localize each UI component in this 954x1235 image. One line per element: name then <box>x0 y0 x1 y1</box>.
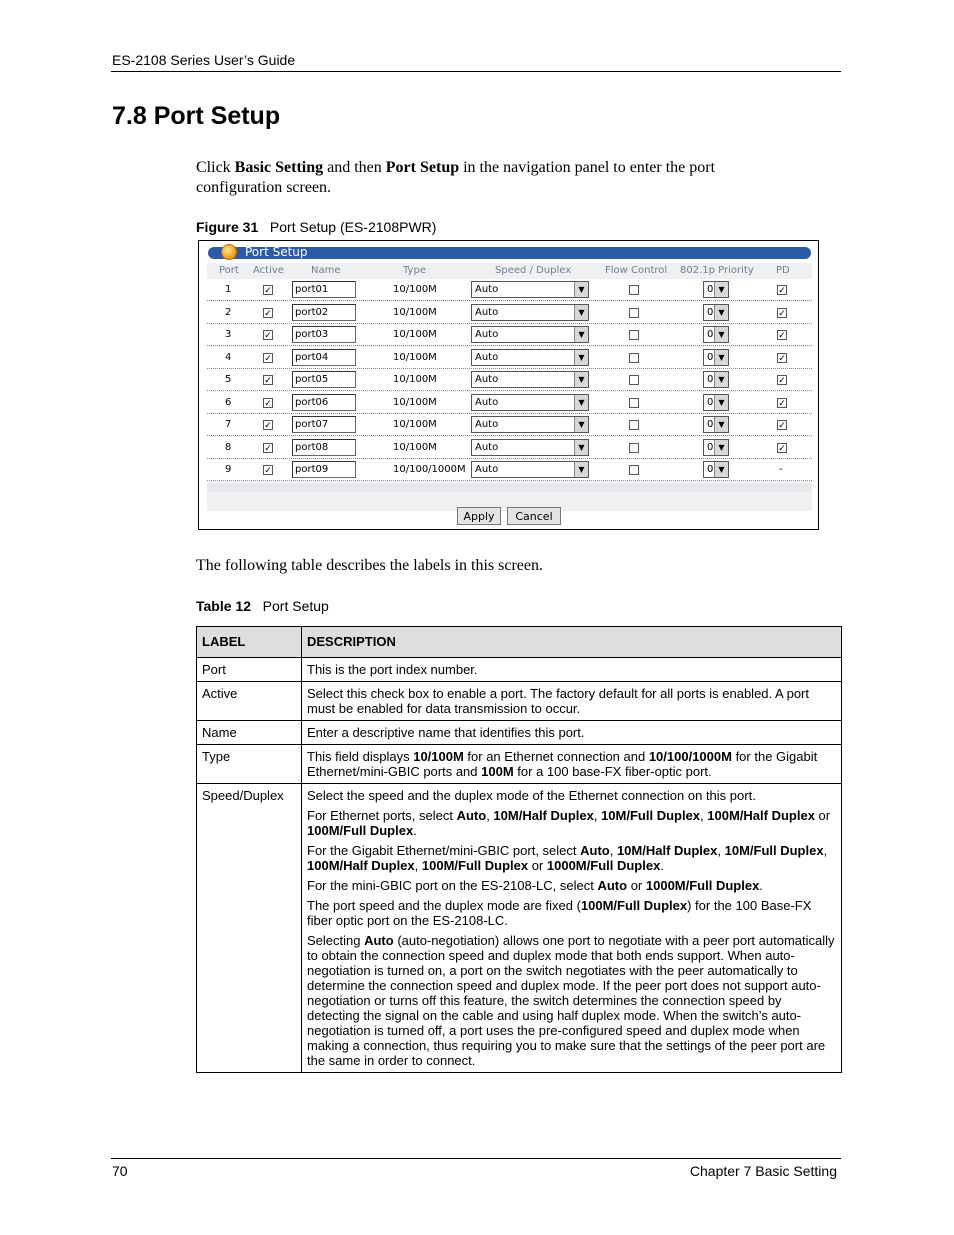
row-label: Active <box>197 682 302 721</box>
flow-control-checkbox[interactable] <box>629 375 639 385</box>
port-type: 10/100M <box>393 284 437 295</box>
flow-control-checkbox[interactable] <box>629 465 639 475</box>
dropdown-arrow-icon[interactable]: ▼ <box>714 395 728 410</box>
priority-value: 0 <box>707 351 714 363</box>
description-paragraph: The port speed and the duplex mode are fixed (100M/Full Duplex) for the 100 Base-FX fiber optic port on the ES-2108-LC. <box>307 898 812 928</box>
port-type: 10/100M <box>393 419 437 430</box>
table-row <box>197 721 842 745</box>
screen-title: Port Setup <box>245 245 308 259</box>
priority-select[interactable] <box>703 349 729 366</box>
row-label: Speed/Duplex <box>197 784 302 1073</box>
page-number: 70 <box>112 1163 128 1179</box>
flow-control-checkbox[interactable] <box>629 443 639 453</box>
table-intro-text: The following table describes the labels in this screen. <box>196 557 544 574</box>
priority-select[interactable] <box>703 371 729 388</box>
flow-control-checkbox[interactable] <box>629 330 639 340</box>
pd-checkbox[interactable]: ✓ <box>778 442 786 453</box>
description-paragraph: Selecting Auto (auto-negotiation) allows one port to negotiate with a peer port automatically to obtain the connection speed and duplex mode that both ends support. When auto-negotiation is turned on, a port on the switch negotiates with the peer automatically to determine the connection speed and duplex mode. If the peer port does not support auto-negotiation or turns off this feature, the switch determines the connection speed by detecting the signal on the cable and using half duplex mode. When the switch’s auto-negotiation is turned off, a port uses the pre-configured speed and duplex mode when making a connection, thus requiring you to make sure that the settings of the peer port are the same in order to connect. <box>307 933 835 1068</box>
intro-paragraph: Click Basic Setting and then Port Setup in the navigation panel to enter the port configuration screen. <box>196 159 716 196</box>
pd-checkbox[interactable]: ✓ <box>778 375 786 385</box>
row-label: Port <box>197 658 302 682</box>
dropdown-arrow-icon[interactable]: ▼ <box>574 305 588 320</box>
row-description <box>302 784 842 1073</box>
chapter-title: Chapter 7 Basic Setting <box>689 1163 837 1179</box>
flow-control-checkbox[interactable] <box>629 353 639 363</box>
speed-duplex-select[interactable] <box>471 439 589 456</box>
speed-duplex-select[interactable] <box>471 281 589 298</box>
port-type: 10/100M <box>393 351 437 363</box>
dropdown-arrow-icon[interactable]: ▼ <box>574 462 588 477</box>
screen-title-bar <box>208 247 811 259</box>
pd-checkbox[interactable]: ✓ <box>778 420 786 430</box>
active-checkbox[interactable]: ✓ <box>264 330 272 340</box>
priority-select[interactable] <box>703 326 729 343</box>
port-type: 10/100M <box>393 441 437 453</box>
port-row <box>207 347 812 369</box>
cancel-button[interactable]: Cancel <box>507 507 561 525</box>
port-name-input[interactable]: port05 <box>292 371 356 388</box>
table-row <box>197 658 842 682</box>
description-paragraph: Select the speed and the duplex mode of the Ethernet connection on this port. <box>307 788 756 803</box>
active-checkbox[interactable]: ✓ <box>264 352 272 363</box>
port-row <box>207 369 812 391</box>
speed-duplex-value: Auto <box>475 374 499 385</box>
port-row <box>207 392 812 414</box>
active-checkbox[interactable]: ✓ <box>264 397 272 408</box>
dropdown-arrow-icon[interactable]: ▼ <box>574 417 588 432</box>
port-type: 10/100/1000M <box>393 464 466 475</box>
priority-value: 0 <box>707 441 714 453</box>
port-type: 10/100M <box>393 329 437 340</box>
grid-bottom-bar <box>207 484 812 492</box>
header-rule <box>111 71 841 72</box>
dropdown-arrow-icon[interactable]: ▼ <box>574 327 588 342</box>
description-paragraph: Select this check box to enable a port. The factory default for all ports is enabled. A port must be enabled for data transmission to occur. <box>307 686 809 716</box>
port-name-input[interactable]: port06 <box>292 394 356 411</box>
port-setup-table <box>196 626 842 1073</box>
dropdown-arrow-icon[interactable]: ▼ <box>714 462 728 477</box>
col-header-priority: 802.1p Priority <box>680 265 754 276</box>
speed-duplex-select[interactable] <box>471 326 589 343</box>
pd-checkbox[interactable]: ✓ <box>778 352 786 363</box>
priority-select[interactable] <box>703 281 729 298</box>
priority-select[interactable] <box>703 439 729 456</box>
flow-control-checkbox[interactable] <box>629 308 639 318</box>
dropdown-arrow-icon[interactable]: ▼ <box>714 282 728 297</box>
port-type: 10/100M <box>393 306 437 318</box>
row-description <box>302 721 842 745</box>
priority-value: 0 <box>707 419 714 430</box>
col-header-name: Name <box>311 265 341 276</box>
description-paragraph: For the Gigabit Ethernet/mini-GBIC port, select Auto, 10M/Half Duplex, 10M/Full Duplex, 100M/Half Duplex, 100M/Full Duplex or 1000M/Full Duplex. <box>307 843 828 873</box>
priority-value: 0 <box>707 464 714 475</box>
dropdown-arrow-icon[interactable]: ▼ <box>574 282 588 297</box>
table-header-label: LABEL <box>197 627 302 658</box>
priority-select[interactable] <box>703 416 729 433</box>
flow-control-checkbox[interactable] <box>629 398 639 408</box>
row-separator <box>207 479 812 481</box>
dropdown-arrow-icon[interactable]: ▼ <box>714 440 728 455</box>
port-row <box>207 324 812 346</box>
dropdown-arrow-icon[interactable]: ▼ <box>714 417 728 432</box>
port-number: 8 <box>225 441 232 453</box>
section-title: 7.8 Port Setup <box>112 102 281 130</box>
speed-duplex-select[interactable] <box>471 349 589 366</box>
port-type: 10/100M <box>393 374 437 385</box>
port-name-input[interactable]: port04 <box>292 349 356 366</box>
priority-value: 0 <box>707 396 714 408</box>
port-number: 2 <box>225 306 232 318</box>
port-row <box>207 459 812 481</box>
port-name-input[interactable]: port08 <box>292 439 356 456</box>
description-paragraph: For Ethernet ports, select Auto, 10M/Half Duplex, 10M/Full Duplex, 100M/Half Duplex or 100M/Full Duplex. <box>307 808 831 838</box>
footer-rule <box>111 1158 841 1159</box>
port-type: 10/100M <box>393 396 437 408</box>
port-row <box>207 302 812 324</box>
speed-duplex-select[interactable] <box>471 416 589 433</box>
col-header-type: Type <box>403 265 426 276</box>
description-paragraph: For the mini-GBIC port on the ES-2108-LC, select Auto or 1000M/Full Duplex. <box>307 878 763 893</box>
dropdown-arrow-icon[interactable]: ▼ <box>714 305 728 320</box>
active-checkbox[interactable]: ✓ <box>264 465 272 475</box>
table-row <box>197 682 842 721</box>
port-name-input[interactable]: port02 <box>292 304 356 321</box>
apply-button[interactable]: Apply <box>457 507 501 525</box>
pd-checkbox[interactable]: ✓ <box>778 307 786 318</box>
speed-duplex-value: Auto <box>475 351 499 363</box>
pd-value: - <box>779 464 783 475</box>
pd-checkbox[interactable]: ✓ <box>778 397 786 408</box>
priority-value: 0 <box>707 306 714 318</box>
priority-value: 0 <box>707 329 714 340</box>
active-checkbox[interactable]: ✓ <box>264 307 272 318</box>
description-paragraph: This field displays 10/100M for an Ethernet connection and 10/100/1000M for the Gigabit Ethernet/mini-GBIC ports and 100M for a 100 base-FX fiber-optic port. <box>307 749 818 779</box>
port-number: 9 <box>225 464 232 475</box>
dropdown-arrow-icon[interactable]: ▼ <box>714 327 728 342</box>
port-number: 5 <box>225 374 232 385</box>
port-row <box>207 414 812 436</box>
dropdown-arrow-icon[interactable]: ▼ <box>714 350 728 365</box>
active-checkbox[interactable]: ✓ <box>264 442 272 453</box>
priority-value: 0 <box>707 374 714 385</box>
flow-control-checkbox[interactable] <box>629 420 639 430</box>
speed-duplex-value: Auto <box>475 329 499 340</box>
col-header-speed-duplex: Speed / Duplex <box>495 265 572 276</box>
speed-duplex-value: Auto <box>475 419 499 430</box>
dropdown-arrow-icon[interactable]: ▼ <box>574 350 588 365</box>
row-description <box>302 658 842 682</box>
row-description <box>302 745 842 784</box>
priority-select[interactable] <box>703 394 729 411</box>
pd-checkbox[interactable]: ✓ <box>778 285 786 295</box>
table-caption: Table 12 Port Setup <box>196 598 329 614</box>
active-checkbox[interactable]: ✓ <box>264 285 272 295</box>
priority-value: 0 <box>707 284 714 295</box>
dropdown-arrow-icon[interactable]: ▼ <box>574 440 588 455</box>
pd-checkbox[interactable]: ✓ <box>778 330 786 340</box>
port-name-input[interactable]: port09 <box>292 461 356 478</box>
col-header-pd: PD <box>776 265 790 276</box>
speed-duplex-select[interactable] <box>471 461 589 478</box>
port-number: 1 <box>225 284 232 295</box>
dropdown-arrow-icon[interactable]: ▼ <box>714 372 728 387</box>
priority-select[interactable] <box>703 461 729 478</box>
table-row <box>197 745 842 784</box>
col-header-port: Port <box>219 265 239 276</box>
port-number: 7 <box>225 419 232 430</box>
speed-duplex-value: Auto <box>475 284 499 295</box>
row-description <box>302 682 842 721</box>
dropdown-arrow-icon[interactable]: ▼ <box>574 395 588 410</box>
port-row <box>207 437 812 459</box>
table-row <box>197 784 842 1073</box>
description-paragraph: This is the port index number. <box>307 662 478 677</box>
table-header-description: DESCRIPTION <box>302 627 842 658</box>
port-name-input[interactable]: port07 <box>292 416 356 433</box>
port-setup-screenshot <box>198 240 819 530</box>
port-name-input[interactable]: port03 <box>292 326 356 343</box>
figure-caption: Figure 31 Port Setup (ES-2108PWR) <box>196 219 437 235</box>
port-number: 6 <box>225 396 232 408</box>
port-name-input[interactable]: port01 <box>292 281 356 298</box>
priority-select[interactable] <box>703 304 729 321</box>
dropdown-arrow-icon[interactable]: ▼ <box>574 372 588 387</box>
speed-duplex-value: Auto <box>475 464 499 475</box>
speed-duplex-value: Auto <box>475 306 499 318</box>
guide-title: ES-2108 Series User’s Guide <box>112 52 296 68</box>
flow-control-checkbox[interactable] <box>629 285 639 295</box>
col-header-active: Active <box>253 265 284 276</box>
title-ball-icon <box>221 244 237 260</box>
speed-duplex-select[interactable] <box>471 304 589 321</box>
port-number: 3 <box>225 329 232 340</box>
row-label: Type <box>197 745 302 784</box>
port-number: 4 <box>225 351 232 363</box>
speed-duplex-value: Auto <box>475 396 499 408</box>
col-header-flow-control: Flow Control <box>605 265 668 276</box>
speed-duplex-select[interactable] <box>471 371 589 388</box>
description-paragraph: Enter a descriptive name that identifies this port. <box>307 725 585 740</box>
port-row <box>207 279 812 301</box>
speed-duplex-value: Auto <box>475 441 499 453</box>
active-checkbox[interactable]: ✓ <box>264 375 272 385</box>
row-label: Name <box>197 721 302 745</box>
active-checkbox[interactable]: ✓ <box>264 420 272 430</box>
speed-duplex-select[interactable] <box>471 394 589 411</box>
